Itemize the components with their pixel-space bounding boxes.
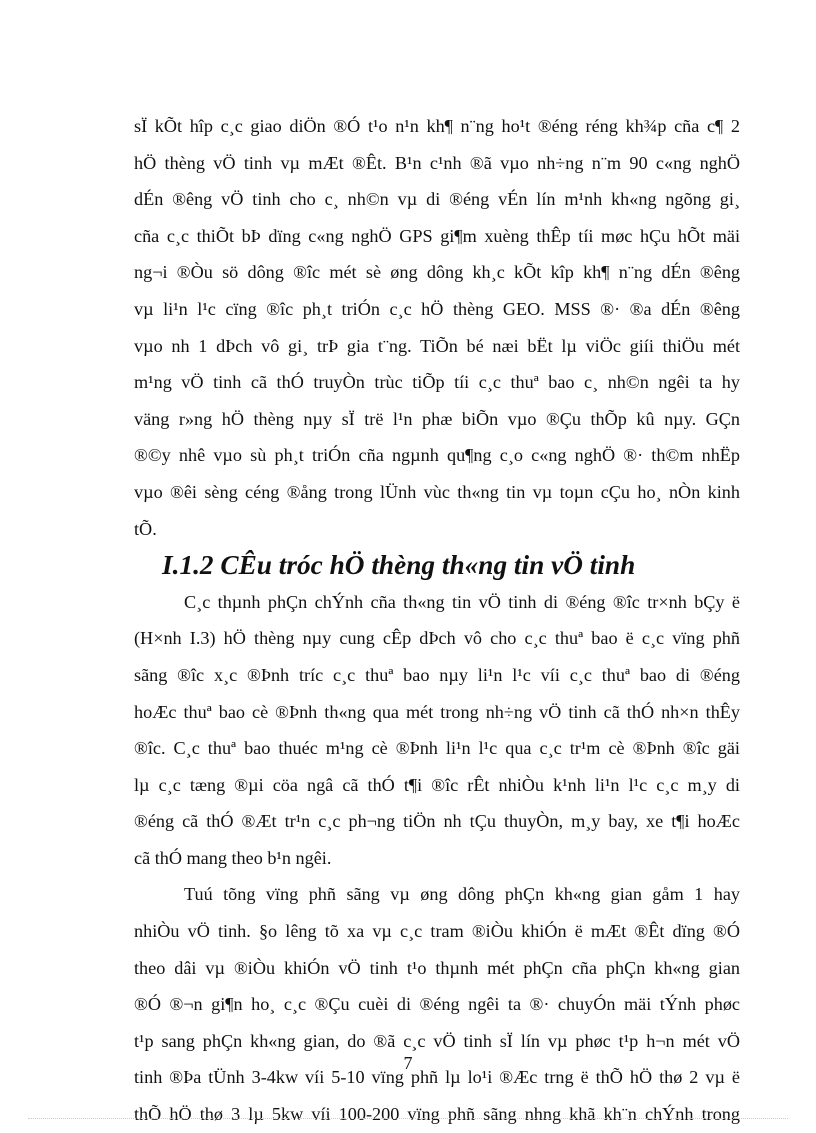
text-line: dÉn ®êng vÖ tinh cho c¸ nh©n vµ di ®éng vÉn lín m¹nh kh«ng ngõng gi¸ [134,189,740,210]
paragraph-1 [134,108,740,547]
text-line: C¸c thµnh phÇn chÝnh cña th«ng tin vÖ tinh di ®éng ®îc tr×nh bÇy ë [184,591,740,612]
text-line: lµ c¸c tæng ®µi cöa ngâ cã thÓ t¶i ®îc rÊt nhiÒu k¹nh li¹n l¹c c¸c m¸y di [134,774,740,795]
text-line: ®éng cã thÓ ®Æt tr¹n c¸c ph¬ng tiÖn nh tÇu thuyÒn, m¸y bay, xe t¶i hoÆc [134,811,740,832]
text-line: ®îc. C¸c thuª bao thuéc m¹ng cè ®Þnh li¹n l¹c qua c¸c tr¹m cè ®Þnh ®îc gäi [134,738,740,759]
text-line: vµo nh 1 dÞch vô gi¸ trÞ gia t¨ng. TiÕn bé næi bËt lµ viÖc giíi thiÖu mét [134,335,740,356]
text-line: hÖ thèng vÖ tinh vµ mÆt ®Êt. B¹n c¹nh ®ã vµo nh÷ng n¨m 90 c«ng nghÖ [134,152,740,173]
paragraph-3 [134,876,740,1132]
page-bottom-divider [28,1118,788,1119]
text-line: sãng ®îc x¸c ®Þnh tríc c¸c thuª bao nµy li¹n l¹c víi c¸c thuª bao di ®éng [134,664,740,685]
section-heading: I.1.2 CÊu tróc hÖ thèng th«ng tin vÖ tinh [162,550,636,581]
text-line: (H×nh I.3) hÖ thèng nµy cung cÊp dÞch vô cho c¸c thuª bao ë c¸c vïng phñ [134,628,740,649]
text-line: hoÆc thuª bao cè ®Þnh th«ng qua mét trong nh÷ng vÖ tinh cã thÓ nh×n thÊy [134,701,740,722]
text-line: tinh ®Þa tÜnh 3-4kw víi 5-10 vïng phñ lµ lo¹i ®Æc trng ë thÕ hÖ thø 2 vµ ë [134,1067,740,1088]
paragraph-2 [134,584,740,877]
text-line: cña c¸c thiÕt bÞ dïng c«ng nghÖ GPS gi¶m xuèng thÊp tíi møc hÇu hÕt mäi [134,225,740,246]
text-line: m¹ng vÖ tinh cã thÓ truyÒn trùc tiÕp tíi c¸c thuª bao c¸ nh©n ngêi ta hy [134,372,740,393]
text-line: theo dâi vµ ®iÒu khiÓn vÖ tinh t¹o thµnh mét phÇn cña phÇn kh«ng gian [134,957,740,978]
text-line: tÕ. [134,518,157,539]
text-line: nhiÒu vÖ tinh. §o lêng tõ xa vµ c¸c tram ®iÒu khiÓn ë mÆt ®Êt dïng ®Ó [134,921,740,942]
text-line: vµ li¹n l¹c cïng ®îc ph¸t triÓn c¸c hÖ thèng GEO. MSS ®· ®a dÉn ®êng [134,298,740,319]
text-line: thÕ hÖ thø 3 lµ 5kw víi 100-200 vïng phñ sãng nhng khã kh¨n chÝnh trong [134,1104,740,1125]
text-line: ®©y nhê vµo sù ph¸t triÓn cña ngµnh qu¶ng c¸o c«ng nghÖ ®· th©m nhËp [134,445,740,466]
text-line: t¹p sang phÇn kh«ng gian, do ®ã c¸c vÖ tinh sÏ lín vµ phøc t¹p h¬n mét vÖ [134,1030,740,1051]
text-line: vµo ®êi sèng céng ®ång trong lÜnh vùc th«ng tin vµ toµn cÇu ho¸ nÒn kinh [134,481,740,502]
text-line: väng r»ng hÖ thèng nµy sÏ trë l¹n phæ biÕn vµo ®Çu thÕp kû nµy. GÇn [134,408,740,429]
text-line: cã thÓ mang theo b¹n ngêi. [134,847,332,868]
text-line: ng¬i ®Òu sö dông ®îc mét sè øng dông kh¸c kÕt kîp kh¶ n¨ng dÉn ®êng [134,262,740,283]
page-body [134,108,740,1133]
text-line: Tuú tõng vïng phñ sãng vµ øng dông phÇn kh«ng gian gåm 1 hay [184,884,740,905]
text-line: ®Ó ®¬n gi¶n ho¸ c¸c ®Çu cuèi di ®éng ngêi ta ®· chuyÓn mäi tÝnh phøc [134,994,740,1015]
text-line: sÏ kÕt hîp c¸c giao diÖn ®Ó t¹o n¹n kh¶ n¨ng ho¹t ®éng réng kh¾p cña c¶ 2 [134,116,740,136]
page-number: 7 [403,1053,413,1073]
